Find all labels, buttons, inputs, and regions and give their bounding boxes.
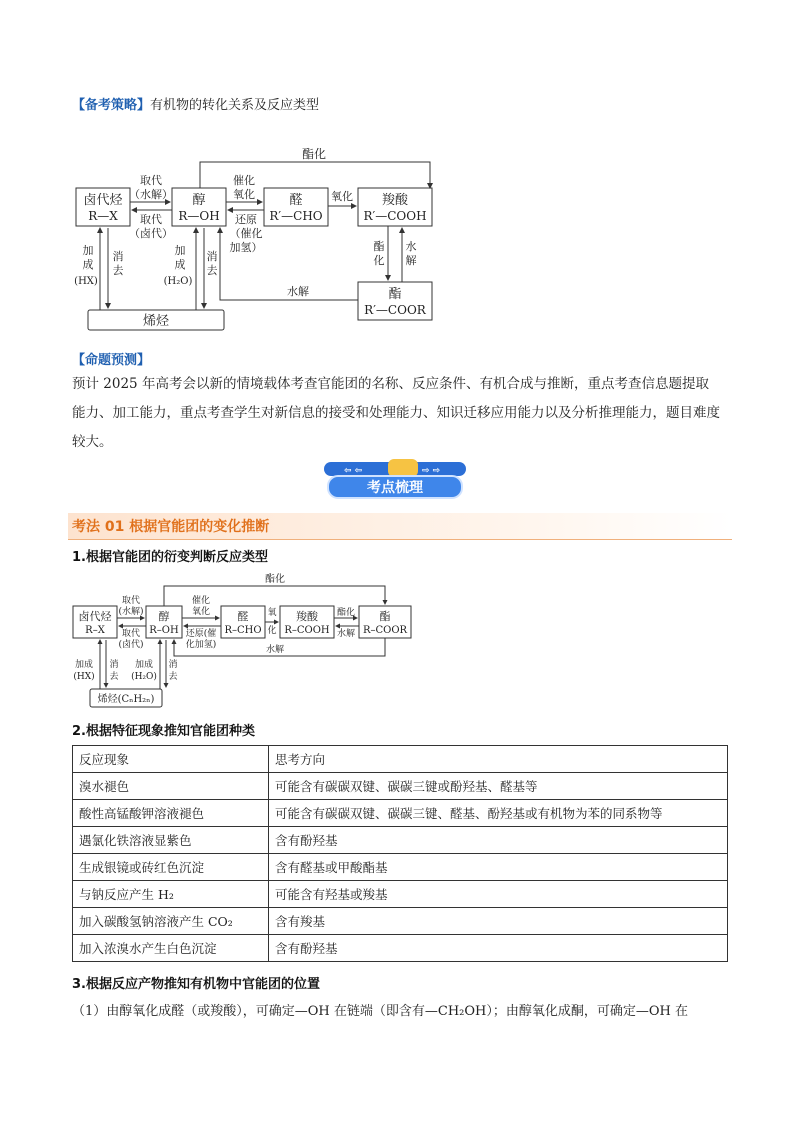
table-cell: 含有酚羟基 <box>269 935 728 962</box>
elim-2-1: 消 <box>206 250 218 263</box>
table-cell: 溴水褪色 <box>73 773 269 800</box>
prediction-tag: 【命题预测】 <box>72 353 151 368</box>
reduce-label-3: 加氢） <box>229 241 263 254</box>
table-cell: 可能含有碳碳双键、碳碳三键或酚羟基、醛基等 <box>269 773 728 800</box>
table-header-row <box>73 746 728 773</box>
table-row <box>73 854 728 881</box>
section-badge <box>322 458 468 500</box>
d2-reduce-2: 化加氢) <box>185 640 217 650</box>
strategy-heading <box>72 94 319 113</box>
strategy-title: 有机物的转化关系及反应类型 <box>150 98 320 113</box>
table-row <box>73 935 728 962</box>
hydro-side-1: 水 <box>405 240 417 253</box>
badge-label: 考点梳理 <box>367 480 423 496</box>
subst-label-2: （水解） <box>129 188 173 201</box>
subst-back-label-2: （卤代） <box>129 227 173 240</box>
table-cell: 含有醛基或甲酸酯基 <box>269 854 728 881</box>
table-cell: 加入碳酸氢钠溶液产生 CO₂ <box>73 908 269 935</box>
d2-elim-1-2: 去 <box>109 672 119 682</box>
d2-hydrolysis-bottom: 水解 <box>265 645 285 655</box>
table-row <box>73 881 728 908</box>
d2-subst-back-2: (卤代) <box>118 640 144 650</box>
d2-add-hx-2: (HX) <box>73 672 95 682</box>
elim-1-2: 去 <box>112 264 124 277</box>
table-cell: 遇氯化铁溶液显紫色 <box>73 827 269 854</box>
d2-ox-2: 化 <box>267 626 277 636</box>
d2-aldehyde-f: R–CHO <box>224 625 262 636</box>
transformation-diagram-compact <box>70 570 420 712</box>
subst-back-label-1: 取代 <box>140 213 162 226</box>
d2-elim-2-2: 去 <box>168 672 178 682</box>
sub3-line1: （1）由醇氧化成醛（或羧酸），可确定—OH 在链端（即含有—CH₂OH）；由醇氧化成酮，可确定—OH 在 <box>72 1004 689 1019</box>
d2-add-h2o-2: (H₂O) <box>131 672 157 682</box>
add-hx-2: 成 <box>82 258 94 271</box>
oxidize-label: 氧化 <box>331 190 353 203</box>
alcohol-formula: R—OH <box>178 209 220 223</box>
badge-tab <box>388 459 418 477</box>
d2-ester-f: R–COOR <box>362 625 408 636</box>
d2-esterify: 酯化 <box>336 608 356 618</box>
aldehyde-formula: R′—CHO <box>269 209 323 223</box>
d2-acid-f: R–COOH <box>284 625 330 636</box>
d2-subst-back-1: 取代 <box>121 629 141 639</box>
table-cell: 加入浓溴水产生白色沉淀 <box>73 935 269 962</box>
d2-ester: 酯 <box>379 610 391 623</box>
catox-label-1: 催化 <box>233 174 255 187</box>
alkene-name: 烯烃 <box>142 314 170 329</box>
acid-formula: R′—COOH <box>363 209 427 223</box>
d2-acid: 羧酸 <box>296 610 318 623</box>
table-row <box>73 773 728 800</box>
esterify-top-label: 酯化 <box>301 147 327 161</box>
d2-haloalkane-f: R–X <box>85 625 105 636</box>
catox-label-2: 氧化 <box>233 188 255 201</box>
table-cell: 含有羧基 <box>269 908 728 935</box>
table-header-cell: 思考方向 <box>269 746 728 773</box>
table-cell: 酸性高锰酸钾溶液褪色 <box>73 800 269 827</box>
d2-elim-2-1: 消 <box>168 660 178 670</box>
ester-formula: R′—COOR <box>364 303 426 317</box>
prediction-text: 预计 2025 年高考会以新的情境载体考查官能团的名称、反应条件、有机合成与推断，重点考查信息题提取能力、加工能力，重点考查学生对新信息的接受和处理能力、知识迁移应用能力以及分析推理能力，题目难度较大。 <box>72 376 720 450</box>
reaction-table <box>72 745 728 962</box>
d2-catox-1: 催化 <box>191 596 211 606</box>
subst-label-1: 取代 <box>140 174 162 187</box>
table-row <box>73 908 728 935</box>
d2-add-hx-1: 加成 <box>74 660 94 670</box>
alcohol-name: 醇 <box>192 193 206 208</box>
haloalkane-formula: R—X <box>88 209 118 223</box>
d2-elim-1-1: 消 <box>109 660 119 670</box>
d2-alcohol: 醇 <box>158 610 170 623</box>
add-hx-1: 加 <box>82 244 94 257</box>
d2-alkene: 烯烃(CₙH₂ₙ) <box>97 694 155 705</box>
table-header-cell: 反应现象 <box>73 746 269 773</box>
elim-2-2: 去 <box>206 264 218 277</box>
d2-esterify-top: 酯化 <box>265 574 285 585</box>
table-cell: 可能含有碳碳双键、碳碳三键、醛基、酚羟基或有机物为苯的同系物等 <box>269 800 728 827</box>
sub1-title: 1.根据官能团的衍变判断反应类型 <box>72 550 268 565</box>
table-row <box>73 800 728 827</box>
table-cell: 与钠反应产生 H₂ <box>73 881 269 908</box>
table-cell: 可能含有羟基或羧基 <box>269 881 728 908</box>
add-hx-3: (HX) <box>74 276 98 287</box>
d2-hydrolysis-small: 水解 <box>336 629 356 639</box>
sub3-title: 3.根据反应产物推知有机物中官能团的位置 <box>72 977 320 992</box>
d2-add-h2o-1: 加成 <box>134 660 154 670</box>
add-h2o-2: 成 <box>174 258 186 271</box>
hydrolysis-label: 水解 <box>287 285 309 298</box>
d2-subst-1: 取代 <box>121 596 141 606</box>
d2-reduce-1: 还原(催 <box>185 629 217 639</box>
esterify-side-2: 化 <box>373 254 385 267</box>
add-h2o-1: 加 <box>174 244 186 257</box>
badge-deco-right: ⇨ ⇨ <box>422 466 441 476</box>
table-row <box>73 827 728 854</box>
ester-name: 酯 <box>388 287 402 302</box>
reduce-label-1: 还原 <box>235 213 257 226</box>
d2-subst-2: (水解) <box>118 607 144 617</box>
table-cell: 含有酚羟基 <box>269 827 728 854</box>
d2-catox-2: 氧化 <box>191 607 211 617</box>
hydro-side-2: 解 <box>405 254 417 267</box>
badge-deco-left: ⇦ ⇦ <box>344 466 363 476</box>
haloalkane-name: 卤代烃 <box>83 193 123 208</box>
table-cell: 生成银镜或砖红色沉淀 <box>73 854 269 881</box>
transformation-diagram-large <box>70 138 440 338</box>
aldehyde-name: 醛 <box>289 193 303 208</box>
elim-1-1: 消 <box>112 250 124 263</box>
esterify-side-1: 酯 <box>373 240 385 253</box>
d2-haloalkane: 卤代烃 <box>78 610 112 623</box>
reduce-label-2: （催化 <box>229 227 263 240</box>
sub2-title: 2.根据特征现象推知官能团种类 <box>72 724 255 739</box>
add-h2o-3: (H₂O) <box>163 276 193 287</box>
acid-name: 羧酸 <box>381 193 409 208</box>
d2-alcohol-f: R–OH <box>149 625 179 636</box>
d2-ox-1: 氧 <box>267 608 277 618</box>
method-title: 考法 01 根据官能团的变化推断 <box>68 513 732 540</box>
d2-aldehyde: 醛 <box>237 610 249 623</box>
strategy-tag: 【备考策略】 <box>72 98 151 113</box>
